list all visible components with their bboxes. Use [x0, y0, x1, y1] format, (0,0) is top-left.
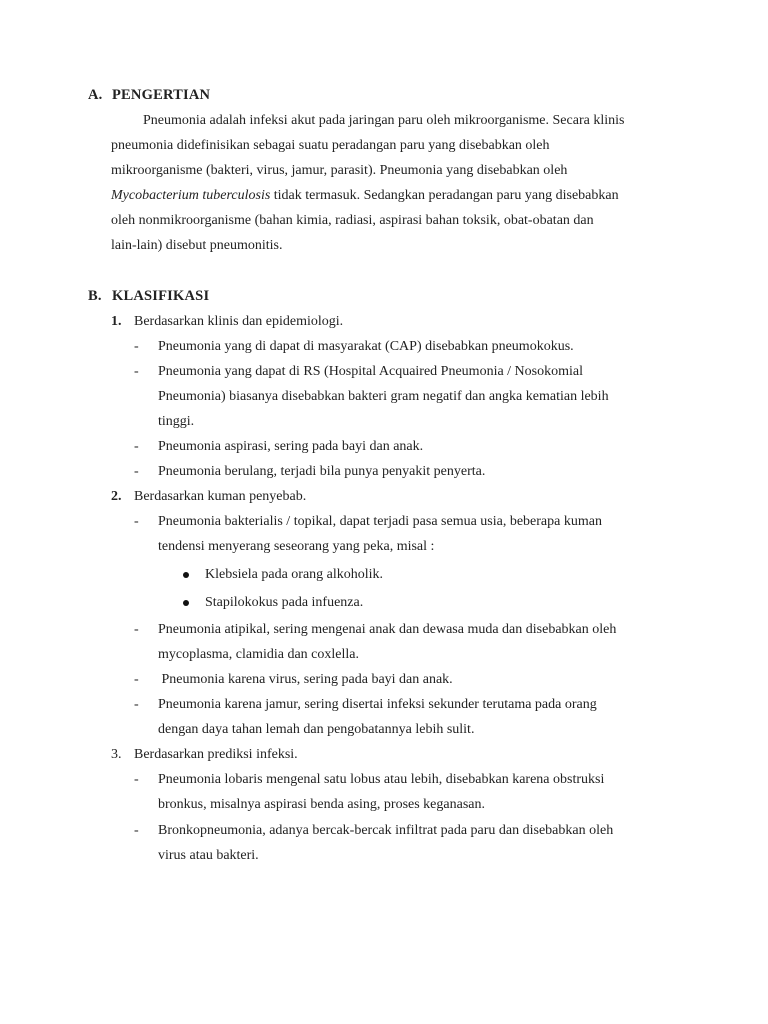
- list-item: Bronkopneumonia, adanya bercak-bercak infiltrat pada paru dan disebabkan oleh: [158, 823, 614, 838]
- dash-marker: -: [134, 622, 139, 637]
- list-item: Pneumonia yang di dapat di masyarakat (CAP) disebabkan pneumokokus.: [158, 339, 574, 354]
- bullet-icon: [183, 600, 189, 606]
- list-item-continuation: tendensi menyerang seseorang yang peka, misal :: [158, 539, 435, 554]
- paragraph-text: tidak termasuk. Sedangkan peradangan paru yang disebabkan: [270, 188, 619, 203]
- list-item-continuation: mycoplasma, clamidia dan coxlella.: [158, 647, 359, 662]
- list-item: Pneumonia karena virus, sering pada bayi dan anak.: [158, 672, 453, 687]
- section-a-title: PENGERTIAN: [112, 87, 211, 103]
- dash-marker: -: [134, 672, 139, 687]
- paragraph-line: mikroorganisme (bakteri, virus, jamur, parasit). Pneumonia yang disebabkan oleh: [111, 163, 568, 178]
- dash-marker: -: [134, 439, 139, 454]
- list-item-continuation: bronkus, misalnya aspirasi benda asing, proses keganasan.: [158, 797, 485, 812]
- list-number: 2.: [111, 489, 122, 504]
- group-title: Berdasarkan prediksi infeksi.: [134, 747, 298, 762]
- section-b-title: KLASIFIKASI: [112, 288, 210, 304]
- dash-marker: -: [134, 823, 139, 838]
- bullet-item: Klebsiela pada orang alkoholik.: [205, 567, 384, 582]
- section-a-heading: [88, 87, 210, 104]
- paragraph-line: Pneumonia adalah infeksi akut pada jaringan paru oleh mikroorganisme. Secara klinis: [143, 113, 625, 128]
- group-title: Berdasarkan kuman penyebab.: [134, 489, 307, 504]
- section-a-letter: A.: [88, 87, 103, 103]
- dash-marker: -: [134, 514, 139, 529]
- dash-marker: -: [134, 772, 139, 787]
- list-item-continuation: dengan daya tahan lemah dan pengobatannya lebih sulit.: [158, 722, 475, 737]
- bullet-item: Stapilokokus pada infuenza.: [205, 595, 364, 610]
- list-number: 1.: [111, 314, 122, 329]
- paragraph-line: lain-lain) disebut pneumonitis.: [111, 238, 283, 253]
- list-item: Pneumonia lobaris mengenal satu lobus atau lebih, disebabkan karena obstruksi: [158, 772, 605, 787]
- section-b-heading: [88, 288, 209, 305]
- list-item-continuation: tinggi.: [158, 414, 195, 429]
- paragraph-line: [111, 188, 619, 204]
- list-item-continuation: Pneumonia) biasanya disebabkan bakteri gram negatif dan angka kematian lebih: [158, 389, 609, 404]
- dash-marker: -: [134, 364, 139, 379]
- section-b-letter: B.: [88, 288, 102, 304]
- list-item: Pneumonia yang dapat di RS (Hospital Acquaired Pneumonia / Nosokomial: [158, 364, 583, 379]
- list-item: Pneumonia bakterialis / topikal, dapat terjadi pasa semua usia, beberapa kuman: [158, 514, 602, 529]
- list-item: Pneumonia karena jamur, sering disertai infeksi sekunder terutama pada orang: [158, 697, 597, 712]
- species-name-italic: Mycobacterium tuberculosis: [111, 188, 271, 203]
- paragraph-line: pneumonia didefinisikan sebagai suatu peradangan paru yang disebabkan oleh: [111, 138, 550, 153]
- list-number: 3.: [111, 747, 122, 762]
- list-item: Pneumonia aspirasi, sering pada bayi dan anak.: [158, 439, 424, 454]
- list-item: Pneumonia berulang, terjadi bila punya penyakit penyerta.: [158, 464, 486, 479]
- dash-marker: -: [134, 339, 139, 354]
- paragraph-line: oleh nonmikroorganisme (bahan kimia, radiasi, aspirasi bahan toksik, obat-obatan dan: [111, 213, 594, 228]
- list-item: Pneumonia atipikal, sering mengenai anak dan dewasa muda dan disebabkan oleh: [158, 622, 617, 637]
- list-item-continuation: virus atau bakteri.: [158, 848, 259, 863]
- bullet-icon: [183, 572, 189, 578]
- dash-marker: -: [134, 464, 139, 479]
- group-title: Berdasarkan klinis dan epidemiologi.: [134, 314, 344, 329]
- dash-marker: -: [134, 697, 139, 712]
